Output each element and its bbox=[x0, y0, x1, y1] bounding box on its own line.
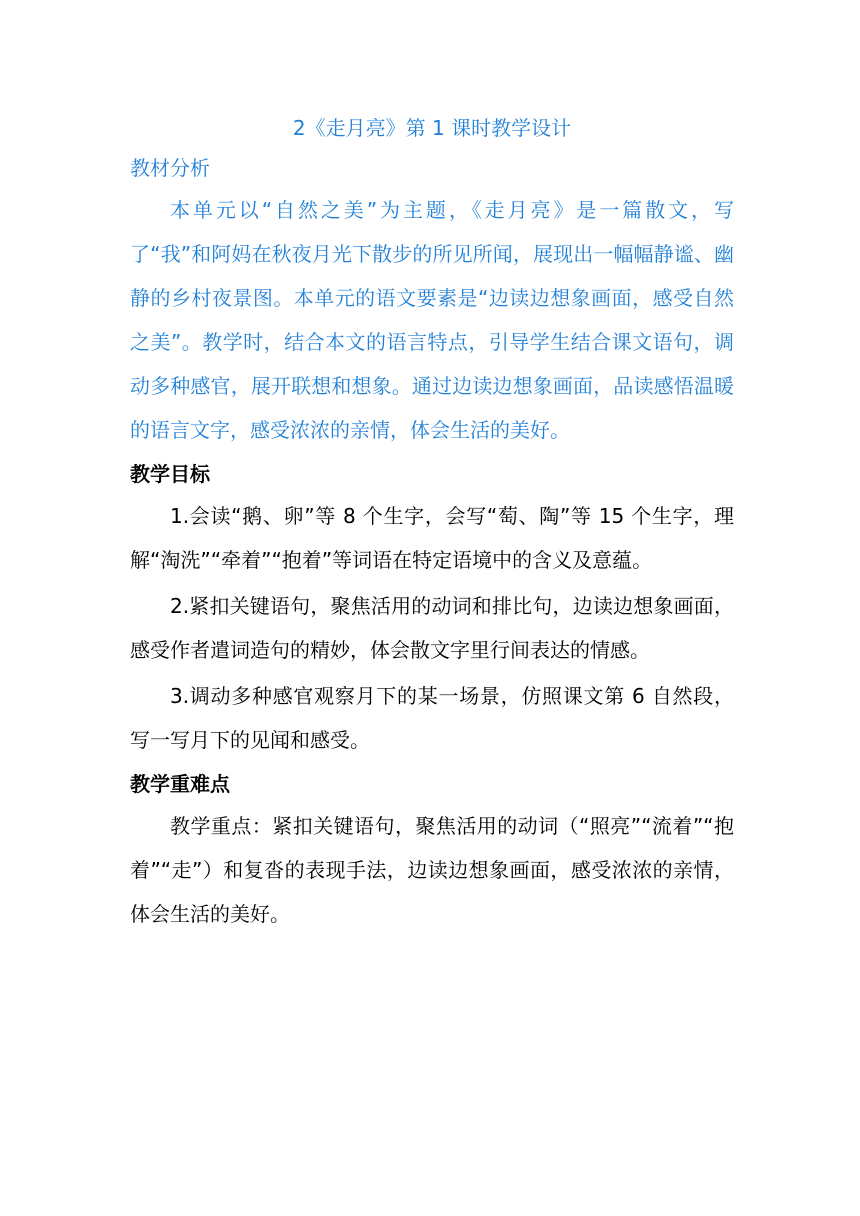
goals-heading: 教学目标 bbox=[130, 462, 210, 486]
difficulties-heading: 教学重难点 bbox=[130, 772, 230, 796]
analysis-paragraph: 本单元以“自然之美”为主题，《走月亮》是一篇散文，写了“我”和阿妈在秋夜月光下散步的所见所闻，展现出一幅幅静谧、幽静的乡村夜景图。本单元的语文要素是“边读边想象画面，感受自然之美”。教学时，结合本文的语言特点，引导学生结合课文语句，调动多种感官，展开联想和想象。通过边读边想象画面，品读感悟温暖的语言文字，感受浓浓的亲情，体会生活的美好。 bbox=[130, 198, 734, 442]
goal-item-3: 3.调动多种感官观察月下的某一场景，仿照课文第 6 自然段，写一写月下的见闻和感受。 bbox=[130, 684, 734, 752]
analysis-heading: 教材分析 bbox=[130, 156, 210, 180]
document-page bbox=[130, 108, 734, 936]
document-title: 2《走月亮》第 1 课时教学设计 bbox=[292, 116, 572, 140]
goal-item-2: 2.紧扣关键语句，聚焦活用的动词和排比句，边读边想象画面，感受作者遣词造句的精妙，体会散文字里行间表达的情感。 bbox=[130, 594, 734, 662]
goal-item-1: 1.会读“鹅、卵”等 8 个生字，会写“萄、陶”等 15 个生字，理解“淘洗”“牵着”“抱着”等词语在特定语境中的含义及意蕴。 bbox=[130, 504, 734, 572]
difficulties-paragraph: 教学重点：紧扣关键语句，聚焦活用的动词（“照亮”“流着”“抱着”“走”）和复沓的表现手法，边读边想象画面，感受浓浓的亲情，体会生活的美好。 bbox=[130, 814, 734, 926]
